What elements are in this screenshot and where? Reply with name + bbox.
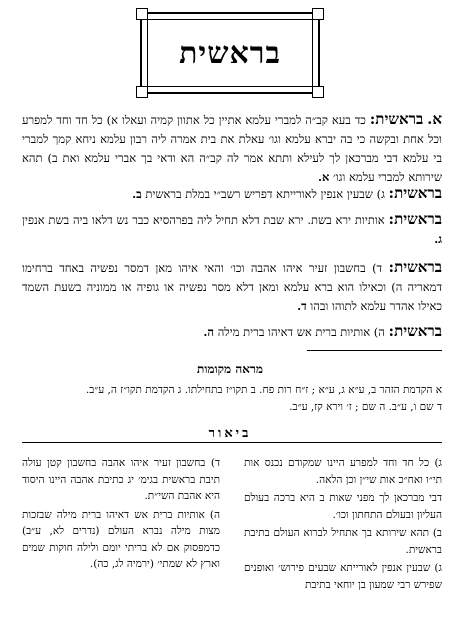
paragraph-text: אותיות ירא בשת. ירא שבת דלא תחיל ליה בפרהסיא כבר נש דלאו ביה בשת אנפין <box>22 213 385 227</box>
paragraph-ref: ה. <box>203 325 215 339</box>
sources-title: מראה מקומות <box>197 362 263 376</box>
biur-note: ד) בחשבון זעיר איהו אהבה בחשבון קטן עולה תיבת בראשית בגימ׳ יג כתיבת אהבה היינו היסוד היא אהבת השי״ת. <box>22 457 220 502</box>
biur-note: ג) שבעין אנפין לאורייתא שבעים פירוש׳ ואופנים שפירש רבי שמעון בן יוחאי בתיבת <box>244 562 442 591</box>
paragraph-marker: א. <box>427 110 443 128</box>
biur-right-column <box>244 455 442 595</box>
frame-corner-ornament <box>312 86 324 98</box>
paragraph-4 <box>22 258 442 316</box>
sources-block <box>22 382 442 416</box>
biur-heading: ביאור <box>208 426 252 441</box>
biur-note: דבי מברכאן לך מפני שאות ב היא ברכה בעולם העליון ובעולם התחתון וכו׳. <box>244 492 442 521</box>
paragraph-ref: א. <box>317 170 330 184</box>
paragraph-2 <box>22 184 442 204</box>
divider-line <box>307 350 442 351</box>
paragraph-text: ה) אותיות ברית אש דאיהו ברית מילה <box>217 325 385 339</box>
paragraph-keyword: בראשית: <box>388 258 443 276</box>
paragraph-keyword: בראשית: <box>369 110 424 128</box>
biur-note: ג) כל חד וחד למפרע היינו שמקודם נכנס אות תי״ו ואח״כ אות שי״ן וכן הלאה. <box>244 457 442 486</box>
sources-line: ד שם ו, ע״ב. ה שם ; ז׳ וירא קז, ע״ב. <box>289 401 442 413</box>
frame-corner-ornament <box>136 86 148 98</box>
paragraph-keyword: בראשית: <box>388 322 442 340</box>
biur-note: ב) תהא שירותא בך אתחיל לברוא העולם בתיבת בראשית. <box>244 527 442 556</box>
paragraph-text: כד בעא קב״ה למברי עלמא אתיין כל אתוון קמיה ועאלו א) כל חד וחד למפרע וכל אחת ובקשה כי בה יברא עלמא וגו׳ עאלת את בית אמרה ליה רבון עלמא ניחא קמך למברי בי עלמא דבי מברכאן לך לעילא ותתא אמר לה קב״ה הא ודאי בך אברי עלמא ואת ב) תהא שירותא למברי עלמא וגו׳ <box>22 113 442 184</box>
paragraph-ref: ד. <box>297 299 307 313</box>
sources-line: א הקדמת הזהר ב, ע״א ג, ע״א ; ז״ח רות פח. ב תקו״ז בתחילתו. ג הקדמת תקו״ז ה, ע״ב. <box>85 384 442 396</box>
divider <box>22 350 442 352</box>
paragraph-text: ד) בחשבון זעיר איהו אהבה וכו׳ והאי איהו מאן דמסר נפשיה באחד ברחימו דמאריה ה) וכאילו הוא ברא עלמא ומאן דלא מסר נפשיה או גופיה או ממוניה בשעת השמד כאילו אהדר עלמא לתוהו ובהו <box>22 261 442 313</box>
paragraph-keyword: בראשית: <box>388 184 442 202</box>
frame-corner-ornament <box>136 8 148 20</box>
biur-left-column <box>22 455 220 575</box>
paragraph-ref: ג. <box>434 232 442 246</box>
frame-corner-ornament <box>312 8 324 20</box>
paragraph-ref: ב. <box>132 187 142 201</box>
biur-note: ה) אותיות ברית אש דאיהו ברית מילה שבזכות מצות מילה נברא העולם (נדרים לא, ע״ב) כדמפסוק אם לא בריתי יומם ולילה חוקות שמים וארץ לא שמתי׳ (ירמיה לג, כה). <box>22 508 220 570</box>
paragraph-3 <box>22 210 442 249</box>
paragraph-5 <box>22 322 442 342</box>
title-frame <box>140 12 320 94</box>
biur-rule <box>22 442 442 443</box>
page-title: בראשית <box>179 36 281 71</box>
paragraph-text: ג) שבעין אנפין לאורייתא דפריש רשב״י במלת בראשית <box>145 187 385 201</box>
paragraph-keyword: בראשית: <box>388 210 442 228</box>
paragraph-1 <box>22 110 442 187</box>
